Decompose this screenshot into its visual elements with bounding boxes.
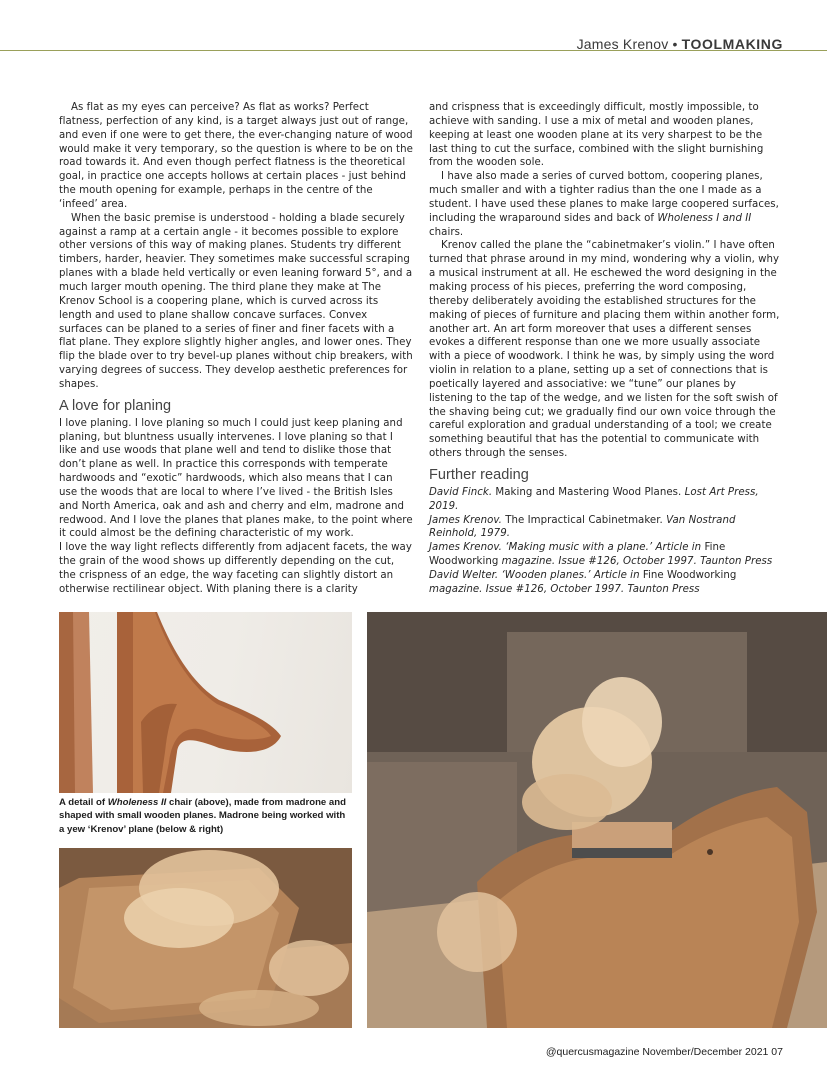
ref-title: The Impractical Cabinetmaker.	[501, 514, 667, 526]
body-paragraph: Krenov called the plane the “cabinetmaker’s violin.” I have often turned that phrase around in my mind, wondering why a violin, why a musical instrument at all. He eschewed the word designing in the making process of his pieces, preferring the word composing, thereby deliberately avoiding the established structures for the making of pieces of furniture and placing them within another form, another art. An art form moreover that uses a different senses evokes a different response than one we more usually associate with a piece of woodwork. I think he was, by simply using the word violin in relation to a plane, setting up a set of connections that is poetically layered and associative: we “tune” our planes by listening to the tap of the wedge, and we listen for the soft swish of the shaving being cut; we gradually find our own voice through the careful exploration and gradual understanding of a tool; we create something beautiful that has the potential to communicate with others through the senses.	[429, 240, 780, 460]
chair-detail-photo	[59, 612, 352, 793]
body-text: chairs.	[429, 226, 464, 238]
plane-shavings-photo	[59, 848, 352, 1028]
body-paragraph: and crispness that is exceedingly difficult, mostly impossible, to achieve with sanding. I use a mix of metal and wooden planes, keeping at least one wooden plane at its very sharpest to be the last thing to cut the surface, combined with the slight burnishing from the wooden sole.	[429, 102, 764, 169]
caption-text: chair (above), made from madrone and shaped with small wooden planes. Madrone being worked with a yew ‘Krenov’ plane (below & right)	[59, 797, 346, 835]
chair-name: Wholeness I and II	[657, 212, 752, 224]
ref-publisher: magazine. Issue #126, October 1997. Taunton Press	[501, 556, 773, 568]
body-paragraph: I love planing. I love planing so much I could just keep planing and planing, but bluntness usually intervenes. I love planing so that I like and use woods that plane well and tend to dislike those that don’t plane as well. In practice this corresponds with temperate hardwoods and “exotic” hardwoods, which also means that I can use the woods that are local to where I’ve lived - the British Isles and North America, oak and ash and cherry and elm, madrone and redwood. And I love the planes that planes make, to the point where it could almost be the defining characteristic of my work.	[59, 417, 413, 540]
right-column	[429, 101, 783, 597]
body-paragraph: I love the way light reflects differently from adjacent facets, the way the grain of the wood shows up differently depending on the cut, the crispness of an edge, the way faceting can slightly distort an otherwise rectilinear object. With planing there is a clarity	[59, 542, 412, 595]
reference-item	[429, 486, 783, 514]
ref-author: James Krenov.	[429, 542, 502, 554]
caption-text: A detail of	[59, 797, 108, 808]
body-paragraph: As flat as my eyes can perceive? As flat as works? Perfect flatness, perfection of any kind, is a target always just out of range, and even if one were to get there, the ever-changing nature of wood would make it very temporary, so the question is where to be on the road towards it. And even though perfect flatness is the theoretical goal, in practice one accepts hollows at certain places - just behind the mouth opening for example, perhaps in the centre of the ‘infeed’ area.	[59, 102, 413, 210]
section-heading-further-reading: Further reading	[429, 466, 529, 483]
ref-author: David Finck.	[429, 486, 493, 498]
ref-publisher: Van Nostrand Reinhold, 1979.	[429, 514, 736, 540]
ref-publisher: magazine. Issue #126, October 1997. Taunton Press	[429, 583, 700, 595]
running-head	[577, 36, 783, 52]
ref-publisher: Lost Art Press, 2019.	[429, 486, 759, 512]
reference-item	[429, 569, 783, 597]
ref-author: David Welter.	[429, 570, 499, 581]
running-head-section: TOOLMAKING	[681, 36, 783, 52]
section-heading-love-for-planing: A love for planing	[59, 397, 172, 414]
ref-title: Making and Mastering Wood Planes.	[492, 486, 685, 498]
ref-author: James Krenov.	[429, 514, 502, 526]
page-folio: @quercusmagazine November/December 2021 07	[545, 1046, 783, 1058]
caption-chair-name: Wholeness II	[107, 797, 167, 808]
left-column	[59, 101, 413, 597]
body-paragraph	[429, 170, 783, 239]
running-head-separator: •	[672, 36, 678, 52]
ref-title: Fine Woodworking	[429, 542, 726, 568]
body-text: I have also made a series of curved bottom, coopering planes, much smaller and with a tighter radius than the one I made as a student. I have used these planes to make large coopered surfaces, including the wraparound sides and back of	[429, 171, 779, 224]
body-paragraph: When the basic premise is understood - holding a blade securely against a ramp at a certain angle - it becomes possible to explore other versions of this way of making planes. Students try different timbers, harder, heavier. They sometimes make successful scraping planes with a blade held vertically or even leaning forward 5°, and a much larger mouth opening. The third plane they make at The Krenov School is a coopering plane, which is curved across its length and used to plane shallow concave surfaces. Convex surfaces can be planed to a series of finer and finer facets with a flat plane. They explore slightly higher angles, and lower ones. They flip the blade over to try bevel-up planes without chip breakers, with varying degrees of success. They develop aesthetic preferences for shapes.	[59, 212, 413, 390]
reference-item	[429, 514, 783, 542]
running-head-author: James Krenov	[576, 36, 669, 52]
plane-closeup-photo	[367, 612, 827, 1028]
photo-caption	[59, 796, 352, 836]
ref-title: Fine Woodworking	[642, 570, 737, 581]
ref-article: ‘Making music with a plane.’ Article in	[501, 542, 705, 554]
ref-article: ‘Wooden planes.’ Article in	[498, 570, 643, 581]
reference-item	[429, 541, 783, 569]
